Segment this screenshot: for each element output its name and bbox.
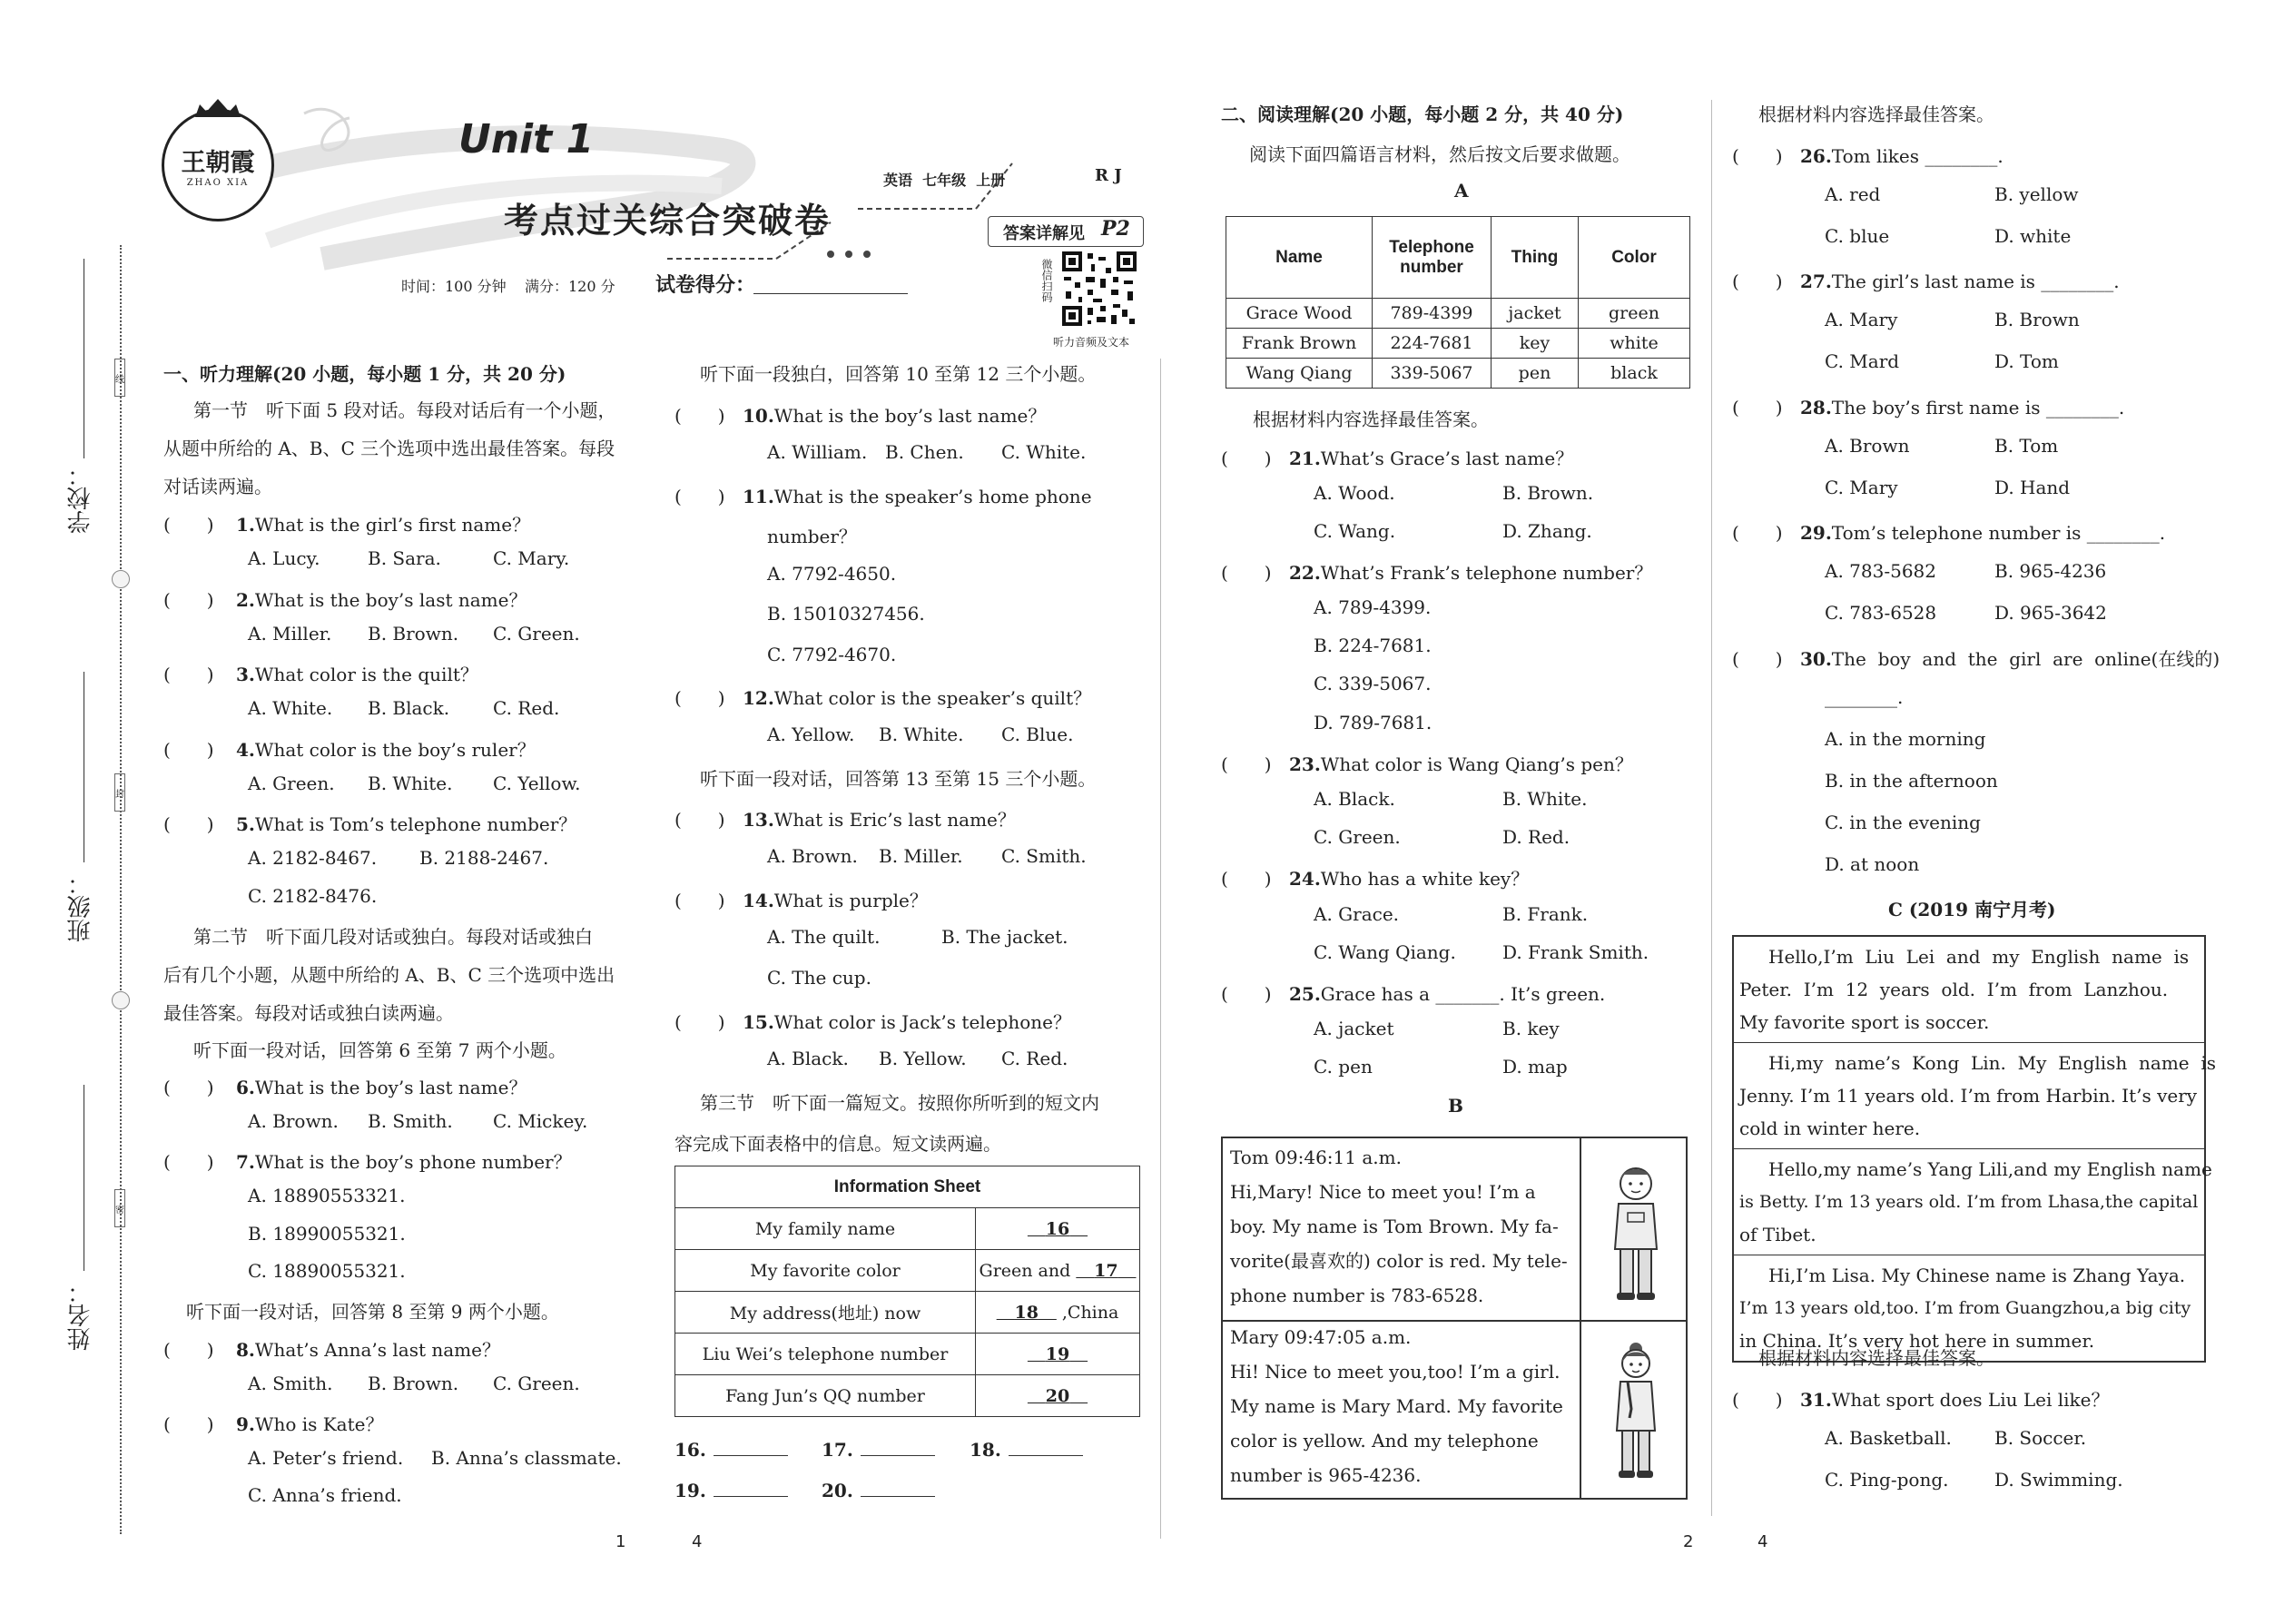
table-cell: Wang Qiang [1226, 359, 1373, 389]
option[interactable]: B. Chen. [885, 441, 964, 463]
passage-line: Hi,my name’s Kong Lin. My English name is [1768, 1052, 2216, 1074]
passage-line: I’m 13 years old,too. I’m from Guangzhou,a big city [1739, 1298, 2191, 1318]
table-cell: pen [1492, 359, 1579, 389]
option[interactable]: B. 18990055321. [248, 1223, 406, 1245]
passage-b-label: B [1448, 1095, 1463, 1117]
option[interactable]: C. 783-6528 [1825, 602, 1937, 624]
option[interactable]: B. Sara. [368, 547, 441, 569]
option[interactable]: B. 224-7681. [1314, 635, 1432, 656]
option[interactable]: B. White. [1502, 788, 1588, 810]
score-blank [753, 293, 908, 294]
passage-c-row [1734, 1149, 2212, 1255]
table-header: Telephone number [1373, 217, 1492, 299]
question-11-cont: number？ [767, 526, 857, 547]
passage-c-label: C (2019 南宁月考) [1888, 899, 2056, 920]
name-label: 姓名： [67, 1280, 94, 1351]
option[interactable]: A. Black. [1314, 788, 1395, 810]
option[interactable]: A. Peter’s friend. [248, 1447, 404, 1469]
option[interactable]: B. Soccer. [1994, 1427, 2087, 1449]
option[interactable]: A. Yellow. [767, 723, 855, 745]
column-divider [1711, 100, 1712, 1516]
option[interactable]: D. at noon [1825, 853, 1920, 875]
passage-c-row [1734, 1043, 2216, 1149]
table-row [1226, 299, 1690, 329]
choose-instruction: 根据材料内容选择最佳答案。 [1758, 103, 1994, 125]
table-cell: green [1579, 299, 1690, 329]
part3-intro: 容完成下面表格中的信息。短文读两遍。 [674, 1133, 1001, 1155]
part1-intro: 第一节 听下面 5 段对话。每段对话后有一个小题， [193, 399, 616, 421]
choose-instruction: 根据材料内容选择最佳答案。 [1758, 1347, 1994, 1369]
option[interactable]: D. Tom [1994, 350, 2059, 372]
passage-line: Hi,I’m Lisa. My Chinese name is Zhang Yaya. [1768, 1265, 2186, 1286]
info-blank-cell[interactable]: 19 [976, 1334, 1140, 1375]
question-29: ( ) 29.Tom’s telephone number is ________. [1732, 522, 2166, 544]
option[interactable]: C. Blue. [1001, 723, 1074, 745]
question-23: ( ) 23.What color is Wang Qiang’s pen？ [1221, 753, 1633, 775]
answer-blank-19[interactable]: 19. [674, 1480, 788, 1501]
qr-side-text: 微信扫码 [1040, 259, 1053, 302]
option[interactable]: C. The cup. [767, 967, 871, 989]
option[interactable]: B. White. [879, 723, 964, 745]
question-9: ( ) 9.Who is Kate？ [163, 1413, 384, 1435]
answer-blank-20[interactable]: 20. [822, 1480, 935, 1501]
option[interactable]: C. Wang Qiang. [1314, 941, 1456, 963]
table-cell: black [1579, 359, 1690, 389]
table-cell: jacket [1492, 299, 1579, 329]
reading-intro: 阅读下面四篇语言材料，然后按文后要求做题。 [1249, 143, 1630, 165]
option[interactable]: C. Ping-pong. [1825, 1469, 1949, 1491]
option[interactable]: C. blue [1825, 225, 1890, 247]
question-1: ( ) 1.What is the girl’s first name？ [163, 514, 531, 536]
meta-subject: 英语 七年级 上册 [883, 172, 1006, 189]
option[interactable]: A. Basketball. [1825, 1427, 1952, 1449]
option[interactable]: D. Frank Smith. [1502, 941, 1649, 963]
question-4: ( ) 4.What color is the boy’s ruler？ [163, 739, 536, 761]
chat-line: phone number is 783-6528. [1230, 1284, 1484, 1306]
option[interactable]: A. Green. [248, 773, 335, 794]
option[interactable]: A. 7792-4650. [767, 563, 897, 585]
info-label: Fang Jun’s QQ number [675, 1375, 976, 1417]
boy-avatar [1604, 1158, 1668, 1304]
chat-message-tom [1221, 1137, 1688, 1322]
chat-line: My name is Mary Mard. My favorite [1230, 1395, 1563, 1417]
answer-ref: 答案详解见 [1003, 224, 1085, 243]
chat-line: color is yellow. And my telephone [1230, 1430, 1539, 1452]
option[interactable]: A. The quilt. [767, 926, 881, 948]
page-number: 2 [1683, 1532, 1694, 1551]
option[interactable]: A. red [1825, 183, 1881, 205]
option[interactable]: A. Brown. [248, 1110, 339, 1132]
info-row [675, 1375, 1140, 1417]
brand-sub: ZHAO XIA [186, 178, 250, 188]
question-26: ( ) 26.Tom likes ________. [1732, 145, 2004, 167]
question-28: ( ) 28.The boy’s first name is ________. [1732, 397, 2125, 418]
time-score: 时间：100 分钟 满分：120 分 [401, 278, 615, 295]
info-blank-cell[interactable]: Green and 17 [976, 1250, 1140, 1292]
question-24: ( ) 24.Who has a white key？ [1221, 868, 1530, 890]
info-row [675, 1334, 1140, 1375]
part1-intro: 对话读两遍。 [163, 476, 272, 497]
part2-intro: 最佳答案。每段对话或独白读两遍。 [163, 1002, 454, 1024]
option[interactable]: C. 339-5067. [1314, 673, 1432, 694]
option[interactable]: A. Lucy. [248, 547, 320, 569]
option[interactable]: C. Green. [493, 623, 580, 645]
option[interactable]: B. Yellow. [879, 1048, 967, 1069]
question-13: ( ) 13.What is Eric’s last name？ [674, 809, 1016, 831]
question-5: ( ) 5.What is Tom’s telephone number？ [163, 813, 577, 835]
q89-intro: 听下面一段对话，回答第 8 至第 9 两个小题。 [186, 1301, 559, 1323]
info-label: My favorite color [675, 1250, 976, 1292]
question-10: ( ) 10.What is the boy’s last name？ [674, 405, 1047, 427]
girl-avatar [1604, 1336, 1668, 1481]
question-6: ( ) 6.What is the boy’s last name？ [163, 1077, 527, 1098]
option[interactable]: A. 2182-8467. [248, 847, 378, 869]
information-sheet-table [674, 1166, 1140, 1417]
header-swoosh [141, 86, 1167, 295]
passage-line: Hello,I’m Liu Lei and my English name is [1768, 946, 2190, 968]
info-blank-cell[interactable]: 18 ,China [976, 1292, 1140, 1334]
option[interactable]: B. Frank. [1502, 903, 1589, 925]
option[interactable]: C. Green. [1314, 826, 1401, 848]
option[interactable]: A. Miller. [248, 623, 332, 645]
option[interactable]: C. Mickey. [493, 1110, 588, 1132]
option[interactable]: C. 2182-8476. [248, 885, 378, 907]
info-blank-cell[interactable]: 20 [976, 1375, 1140, 1417]
q1315-intro: 听下面一段对话，回答第 13 至第 15 三个小题。 [700, 768, 1097, 790]
info-label: My address(地址) now [675, 1292, 976, 1334]
table-header: Color [1579, 217, 1690, 299]
passage-line: of Tibet. [1739, 1224, 1816, 1245]
table-cell: 789-4399 [1373, 299, 1492, 329]
table-header: Thing [1492, 217, 1579, 299]
chat-line: Hi,Mary! Nice to meet you! I’m a [1230, 1181, 1536, 1203]
option[interactable]: A. Brown. [767, 845, 858, 867]
option[interactable]: A. Mary [1825, 309, 1898, 330]
table-header: Name [1226, 217, 1373, 299]
score-label: 试卷得分： [655, 273, 756, 297]
chat-line: Hi! Nice to meet you,too! I’m a girl. [1230, 1361, 1561, 1383]
page-total: 4 [692, 1532, 703, 1551]
question-7: ( ) 7.What is the boy’s phone number？ [163, 1151, 572, 1173]
part2-intro: 第二节 听下面几段对话或独白。每段对话或独白 [193, 926, 593, 948]
option[interactable]: B. in the afternoon [1825, 770, 1998, 792]
passage-a-label: A [1454, 180, 1469, 202]
passage-line: Peter. I’m 12 years old. I’m from Lanzhou. [1739, 979, 2169, 1000]
option[interactable]: B. 965-4236 [1994, 560, 2107, 582]
qr-caption: 听力音频及文本 [1053, 336, 1130, 349]
question-27: ( ) 27.The girl’s last name is ________. [1732, 271, 2120, 292]
passage-line: is Betty. I’m 13 years old. I’m from Lhasa,the capital [1739, 1192, 2199, 1212]
passage-line: My favorite sport is soccer. [1739, 1011, 1990, 1033]
question-12: ( ) 12.What color is the speaker’s quilt？ [674, 687, 1092, 709]
brand-glyph: 王朝霞 [181, 149, 255, 177]
info-row [675, 1250, 1140, 1292]
unit-title: Unit 1 [458, 116, 595, 162]
option[interactable]: C. 7792-4670. [767, 644, 897, 665]
option[interactable]: B. Smith. [368, 1110, 453, 1132]
question-14: ( ) 14.What is purple？ [674, 890, 928, 911]
chat-message-mary [1221, 1316, 1688, 1500]
option[interactable]: D. Red. [1502, 826, 1570, 848]
option[interactable]: B. 2188-2467. [419, 847, 549, 869]
part1-intro: 从题中所给的 A、B、C 三个选项中选出最佳答案。每段 [163, 438, 615, 459]
exam-subtitle: 考点过关综合突破卷 [504, 200, 832, 241]
table-cell: Grace Wood [1226, 299, 1373, 329]
question-11: ( ) 11.What is the speaker’s home phone [674, 486, 1092, 507]
answer-blank-17[interactable]: 17. [822, 1439, 935, 1461]
question-15: ( ) 15.What color is Jack’s telephone？ [674, 1011, 1071, 1033]
passage-c-table [1732, 935, 2216, 1363]
chat-line: boy. My name is Tom Brown. My fa- [1230, 1216, 1559, 1237]
option[interactable]: C. Yellow. [493, 773, 581, 794]
option[interactable]: B. Tom [1994, 435, 2059, 457]
meta-edition: R J [1095, 166, 1122, 185]
option[interactable]: C. Mary [1825, 477, 1898, 498]
divider [1580, 1138, 1581, 1320]
binding-hole [112, 991, 130, 1009]
option[interactable]: B. Brown [1994, 309, 2080, 330]
seal-mark-seal: 封 [114, 773, 125, 812]
question-30: ( ) 30.The boy and the girl are online(在线的) [1732, 648, 2220, 670]
school-label: 学校： [67, 463, 94, 534]
option[interactable]: A. Wood. [1314, 482, 1395, 504]
center-fold-line [1160, 359, 1161, 1539]
chat-line: vorite(最喜欢的) color is red. My tele- [1230, 1250, 1568, 1272]
chat-line: number is 965-4236. [1230, 1464, 1422, 1486]
option[interactable]: C. Red. [1001, 1048, 1068, 1069]
table-cell: 339-5067 [1373, 359, 1492, 389]
info-title: Information Sheet [675, 1166, 1140, 1208]
option[interactable]: A. in the morning [1825, 728, 1986, 750]
chat-line: Mary 09:47:05 a.m. [1230, 1326, 1412, 1348]
option[interactable]: B. White. [368, 773, 453, 794]
option[interactable]: B. yellow [1994, 183, 2079, 205]
table-cell: Frank Brown [1226, 329, 1373, 359]
question-22: ( ) 22.What’s Frank’s telephone number？ [1221, 562, 1653, 584]
option[interactable]: B. Brown. [1502, 482, 1594, 504]
option[interactable]: B. Anna’s classmate. [431, 1447, 622, 1469]
question-25: ( ) 25.Grace has a _______. It’s green. [1221, 983, 1606, 1005]
option[interactable]: C. Wang. [1314, 520, 1396, 542]
info-blank-cell[interactable]: 16 [976, 1208, 1140, 1250]
option[interactable]: C. Mard [1825, 350, 1900, 372]
option[interactable]: A. 789-4399. [1314, 596, 1432, 618]
info-label: My family name [675, 1208, 976, 1250]
info-row [675, 1208, 1140, 1250]
passage-line: Jenny. I’m 11 years old. I’m from Harbin. It’s very [1739, 1085, 2198, 1107]
answer-ref-box [988, 216, 1144, 247]
listening-section-title: 一、听力理解(20 小题，每小题 1 分，共 20 分) [163, 363, 566, 385]
option[interactable]: A. White. [248, 697, 333, 719]
page-total: 4 [1757, 1532, 1768, 1551]
option[interactable]: B. Brown. [368, 1373, 459, 1394]
option[interactable]: D. Zhang. [1502, 520, 1592, 542]
table-cell: key [1492, 329, 1579, 359]
option[interactable]: B. key [1502, 1018, 1560, 1039]
table-cell: 224-7681 [1373, 329, 1492, 359]
option[interactable]: A. Smith. [248, 1373, 333, 1394]
option[interactable]: B. Brown. [368, 623, 459, 645]
answer-blank-18[interactable]: 18. [970, 1439, 1083, 1461]
question-30-cont: ________. [1825, 686, 1904, 708]
option[interactable]: D. map [1502, 1056, 1568, 1078]
question-2: ( ) 2.What is the boy’s last name？ [163, 589, 527, 611]
option[interactable]: B. The jacket. [941, 926, 1068, 948]
choose-instruction: 根据材料内容选择最佳答案。 [1253, 408, 1489, 430]
option[interactable]: C. pen [1314, 1056, 1373, 1078]
option[interactable]: B. Miller. [879, 845, 963, 867]
info-label: Liu Wei’s telephone number [675, 1334, 976, 1375]
seal-mark-close: 密 [114, 1189, 125, 1227]
passage-line: cold in winter here. [1739, 1117, 1921, 1139]
question-21: ( ) 21.What’s Grace’s last name？ [1221, 448, 1574, 469]
option[interactable]: D. Swimming. [1994, 1469, 2123, 1491]
option[interactable]: C. Mary. [493, 547, 570, 569]
binding-hole [112, 570, 130, 588]
part3-intro: 第三节 听下面一篇短文。按照你所听到的短文内 [700, 1092, 1099, 1114]
class-label: 班级： [67, 871, 94, 942]
option[interactable]: A. jacket [1314, 1018, 1394, 1039]
option[interactable]: A. 18890553321. [248, 1185, 406, 1206]
chat-line: Tom 09:46:11 a.m. [1230, 1147, 1402, 1168]
binding-line [120, 245, 122, 1534]
answer-page: P2 [1101, 217, 1130, 241]
option[interactable]: C. Anna’s friend. [248, 1484, 402, 1506]
option[interactable]: C. White. [1001, 441, 1087, 463]
question-3: ( ) 3.What color is the quilt？ [163, 664, 478, 685]
table-row [1226, 359, 1690, 389]
option[interactable]: D. 789-7681. [1314, 712, 1433, 733]
qr-code-icon [1060, 250, 1138, 328]
divider [1580, 1316, 1581, 1498]
option[interactable]: A. Black. [767, 1048, 849, 1069]
table-cell: white [1579, 329, 1690, 359]
option[interactable]: B. 15010327456. [767, 603, 925, 625]
option[interactable]: D. 965-3642 [1994, 602, 2107, 624]
part2-intro: 后有几个小题，从题中所给的 A、B、C 三个选项中选出 [163, 964, 615, 986]
passage-line: Hello,my name’s Yang Lili,and my English name [1768, 1158, 2212, 1180]
answer-blank-16[interactable]: 16. [674, 1439, 788, 1461]
option[interactable]: A. Brown [1825, 435, 1910, 457]
option[interactable]: D. white [1994, 225, 2072, 247]
reading-section-title: 二、阅读理解(20 小题，每小题 2 分，共 40 分) [1221, 103, 1624, 125]
question-31: ( ) 31.What sport does Liu Lei like？ [1732, 1389, 2110, 1411]
q67-intro: 听下面一段对话，回答第 6 至第 7 两个小题。 [193, 1039, 566, 1061]
option[interactable]: A. 783-5682 [1825, 560, 1936, 582]
option[interactable]: B. Black. [368, 697, 450, 719]
info-row [675, 1292, 1140, 1334]
option[interactable]: C. Smith. [1001, 845, 1087, 867]
option[interactable]: A. William. [767, 441, 868, 463]
option[interactable]: C. Red. [493, 697, 560, 719]
seal-mark-line: 线 [114, 359, 125, 397]
page-number: 1 [615, 1532, 626, 1551]
option[interactable]: C. 18890055321. [248, 1260, 406, 1282]
option[interactable]: A. Grace. [1314, 903, 1400, 925]
q1012-intro: 听下面一段独白，回答第 10 至第 12 三个小题。 [700, 363, 1097, 385]
brand-logo [162, 109, 274, 221]
table-row [1226, 329, 1690, 359]
option[interactable]: C. in the evening [1825, 812, 1981, 833]
question-8: ( ) 8.What’s Anna’s last name？ [163, 1339, 500, 1361]
passage-line: in China. It’s very hot here in summer. [1739, 1330, 2095, 1352]
option[interactable]: C. Green. [493, 1373, 580, 1394]
passage-c-row [1734, 937, 2204, 1043]
option[interactable]: D. Hand [1994, 477, 2071, 498]
passage-a-table [1226, 216, 1690, 389]
